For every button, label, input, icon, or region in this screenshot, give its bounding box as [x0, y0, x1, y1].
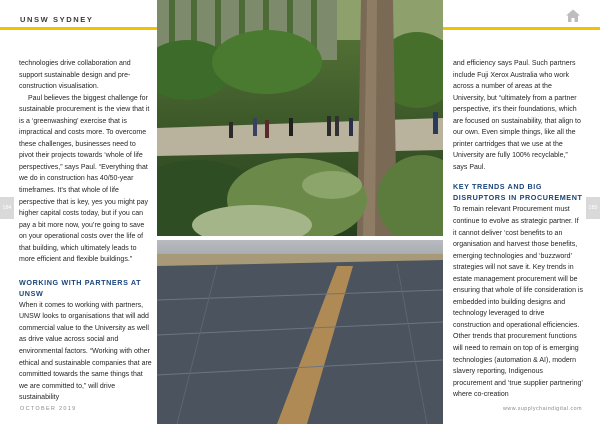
publication-brand: UNSW SYDNEY	[20, 15, 94, 24]
body-paragraph: Paul believes the biggest challenge for sustainable procurement is the view that it is a ‘greenwashing’ exercise that is impractical and costs more. To overcome these challenges, businesses need to pivot their projects towards ‘whole of life perspectives,” says Paul. “Everything that we do in construction has 40/50-year timeframes. It’s that whole of life perspective that is key, yes you might pay higher capital costs today, but if you can pay a bit more now, you’re going to save on your operational costs over the life of that building, which ultimately leads to more efficient and flexible buildings.”	[19, 94, 150, 264]
body-paragraph: To remain relevant Procurement must continue to evolve as strategic partner. If it cannot deliver ‘cost benefits to an organisation and harvest those benefits, emerging technologies and ‘buzzword’ strategies will not save it. Key trends in estate management procurement will be ensuring that whole of life consideration is embedded into building designs and technology leveraged to drive construction and operational efficiencies. Other trends that procurement functions will need to remain on top of is emerging technologies (automation & AI), modern slavery reporting, Indigenous procurement and ‘true supplier partnering’ where co-creation	[453, 206, 583, 399]
page-number-right: 185	[586, 197, 600, 219]
website-url[interactable]: www.supplychaindigital.com	[503, 406, 582, 412]
section-heading: WORKING WITH PARTNERS AT UNSW	[19, 277, 142, 298]
left-text-column	[19, 58, 152, 404]
section-heading: KEY TRENDS AND BIG DISRUPTORS IN PROCUREMENT	[453, 182, 583, 203]
home-icon[interactable]	[565, 8, 581, 24]
body-paragraph: and efficiency says Paul. Such partners include Fuji Xerox Australia who work across a number of areas at the University, but “ultimately from a partner perspective, it’s their foundations, which are focused on sustainability, that align to our own. Even simple things, like all the printer cartridges that we use at the University are fully 100% recyclable,” says Paul.	[453, 60, 581, 171]
body-paragraph: technologies drive collaboration and support sustainable design and pre-construction visualisation.	[19, 60, 131, 91]
body-paragraph: When it comes to working with partners, UNSW looks to organisations that will add commercial value to the University as well as drive value across social and environmental factors. “Working with other ethical and sustainable companies that are committed towards the same things that we are committed to,” will drive sustainability	[19, 301, 152, 402]
issue-date: OCTOBER 2019	[20, 406, 77, 412]
solar-farm-photo	[157, 240, 443, 424]
page-number-left: 184	[0, 197, 14, 219]
campus-photo	[157, 0, 443, 236]
right-text-column	[453, 58, 584, 401]
